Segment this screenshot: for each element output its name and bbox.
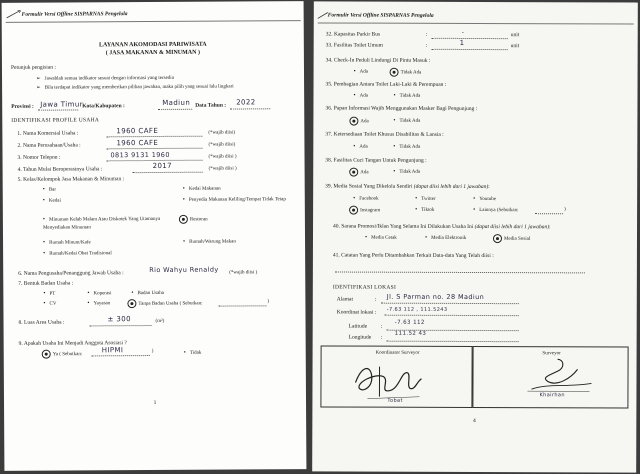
address-label: Alamat (336, 296, 353, 303)
year-line (230, 108, 270, 109)
option-cafe[interactable]: • Rumah Minum/Kafe (43, 239, 91, 245)
paren: ) (151, 349, 154, 355)
field-3-label: 3. Nomor Telepon : (17, 154, 61, 161)
surveyor-signature-box[interactable] (472, 346, 628, 409)
q6-label: 6. Nama Pengusaha/Penanggung Jawab Usaha : (18, 270, 124, 277)
owner-name-value[interactable]: Rio Wahyu Renaldy (149, 265, 219, 275)
required-note: (*wajib diisi ) (208, 154, 237, 160)
commercial-name-value[interactable]: 1960 CAFE (116, 126, 159, 136)
option-cv[interactable]: • CV (43, 301, 56, 307)
year-value[interactable]: 2022 (236, 98, 256, 107)
header-rule (318, 22, 634, 24)
unit-label: unit (510, 43, 520, 50)
section-title: IDENTIFIKASI PROFILE USAHA (11, 117, 100, 124)
option-media-elektronik[interactable]: • Media Elektronik (425, 235, 466, 241)
field-line (90, 325, 152, 326)
q32-label: 32. Kapasitas Parkir Bus (325, 31, 381, 38)
instruction-item: ➢ Jawablah semua indikator sesuai dengan informasi yang tersedia (36, 75, 174, 82)
option-nightclub[interactable]: • Minuman Kelab Malam Atau Diskotek Yang Utamanya Menyediakan Minuman (43, 216, 173, 232)
option-traditional[interactable]: • Rumah/Kedai Obat Tradisional (43, 250, 112, 256)
company-name-value[interactable]: 1960 CAFE (116, 138, 159, 148)
field-4-label: 4. Tahun Mulai Beroperasinya Usaha : (17, 166, 103, 173)
instructions-label: Petunjuk pengisian : (10, 64, 56, 71)
colon: : (425, 42, 428, 49)
option-tidak-ada[interactable]: Tidak Ada (390, 68, 422, 77)
option-food-stall[interactable]: • Kedai Makanan (183, 186, 221, 192)
province-label: Provinsi : (11, 103, 34, 110)
q40-label: 40. Sarana Promosi/Iklan Yang Selama Ini Dilakukan Usaha Ini (dapat diisi lebih dari 1 jawaban): (333, 223, 551, 231)
option-kedai[interactable]: • Kedai (43, 198, 61, 204)
q5-label: 5. Kelas/Kelompok Jasa Makanan & Minuman : (17, 176, 125, 183)
option-warung[interactable]: • Rumah/Warung Makan (183, 239, 236, 245)
city-line (158, 109, 192, 110)
page-number: 1 (153, 399, 157, 407)
coordinate-label: Koordinat lokasi : (336, 309, 377, 316)
selected-mark-icon (349, 206, 358, 215)
bus-parking-value[interactable]: - (461, 28, 465, 36)
option-tanpa-badan[interactable]: Tanpa Badan Usaha ( Sebutkan: (127, 299, 202, 308)
coordinator-label: Koordinator Surveyor (375, 350, 420, 356)
option-media-cetak[interactable]: • Media Cetak (365, 235, 397, 241)
option-twitter[interactable]: • Twitter (415, 196, 436, 202)
required-note: (*wajib diisi) (208, 130, 236, 136)
instruction-item: ➢ Bila terdapat indikator yang memberikan pilihan jawaban, maka pilih yang sesuai lalu lingkari (36, 84, 234, 91)
selected-mark-icon (349, 168, 358, 177)
q7-label: 7. Bentuk Badan Usaha : (18, 280, 74, 287)
unit-label: unit (510, 32, 520, 39)
option-tidak-ada[interactable]: • Tidak Ada (393, 93, 420, 99)
option-ada[interactable]: • Ada (353, 93, 367, 99)
field-line (106, 148, 202, 150)
q35-label: 35. Pembagian Antara Toilet Laki-Laki & Perempuan : (325, 81, 447, 88)
form-page-1 (2, 1, 307, 471)
field-1-label: 1. Nama Komersial Usaha : (17, 130, 79, 137)
field-line (432, 49, 508, 50)
colon: : (425, 31, 428, 38)
latitude-label: Latitude (348, 323, 368, 330)
form-subtitle: ( JASA MAKANAN & MINUMAN ) (105, 49, 200, 57)
option-tidak-ada[interactable]: • Tidak Ada (393, 169, 420, 175)
q38-label: 38. Fasilitas Cuci Tangan Untuk Pengunjung : (325, 157, 427, 164)
option-ada[interactable]: Ada (349, 168, 368, 177)
field-line (218, 305, 266, 306)
option-ada[interactable]: • Ada (354, 69, 368, 75)
address-value[interactable]: Jl. S Parman no. 28 Madiun (386, 292, 485, 302)
location-title: IDENTIFIKASI LOKASI (332, 284, 397, 291)
colon: : (380, 323, 383, 330)
q37-label: 37. Ketersediaan Toilet Khusus Disabilitas & Lansia : (325, 131, 444, 138)
field-line (106, 136, 202, 138)
city-label: Kota/Kabupaten : (82, 103, 125, 110)
area-unit: (m²) (155, 318, 165, 324)
selected-mark-icon (349, 117, 358, 126)
option-no[interactable]: • Tidak (184, 350, 202, 356)
option-bar[interactable]: • Bar (43, 187, 56, 193)
option-koperasi[interactable]: • Koperasi (87, 290, 111, 296)
selected-mark-icon (179, 215, 188, 224)
option-tidak-ada[interactable]: • Tidak Ada (393, 118, 420, 124)
start-year-value[interactable]: 2017 (152, 161, 173, 171)
page-number: 4 (472, 417, 476, 425)
association-value[interactable]: HIPMI (101, 346, 124, 355)
option-tiktok[interactable]: • Tiktok (415, 207, 434, 213)
form-header: Formulir Versi Offline SISPARNAS Pengelola (327, 12, 434, 19)
required-note: (*wajib diisi ) (208, 166, 237, 172)
province-line (38, 109, 78, 110)
selected-mark-icon (493, 234, 502, 243)
field-line (381, 303, 519, 304)
city-value[interactable]: Madiun (162, 98, 191, 107)
area-value[interactable]: ± 300 (107, 315, 131, 324)
q41-label: 41. Catatan Yang Perlu Ditambahkan Terkait Data-data Yang Telah diisi : (332, 252, 494, 260)
notes-line (335, 272, 585, 274)
option-instagram[interactable]: Instagram (349, 206, 380, 215)
required-note: (*wajib diisi ) (229, 270, 258, 276)
field-2-label: 2. Nama Perusahaan/Usaha : (17, 142, 81, 149)
option-badan-usaha[interactable]: • Badan Usaha (131, 290, 164, 296)
latitude-value[interactable]: -7.63 112 (394, 319, 425, 326)
field-line (92, 355, 150, 356)
form-header: Formulir Versi Offline SISPARNAS Pengelola (21, 11, 128, 18)
coordinate-value[interactable]: -7.63 112 , 111.5243 (386, 306, 448, 313)
q9-label: 9. Apakah Usaha Ini Menjadi Anggota Asosiasi ? (18, 340, 127, 347)
selected-mark-icon (390, 68, 399, 77)
option-media-sosial[interactable]: Media Sosial (493, 234, 530, 243)
field-line (432, 38, 508, 39)
q36-label: 36. Papan Informasi Wajib Menggunakan Masker Bagi Pengunjung : (325, 105, 478, 113)
option-facebook[interactable]: • Facebook (353, 196, 379, 202)
q8-label: 8. Luas Area Usaha : (18, 319, 65, 326)
option-yes[interactable]: Ya ( Sebutkan: (42, 349, 83, 358)
required-note: (*wajib diisi) (208, 142, 236, 148)
phone-value[interactable]: 0813 9131 1960 (110, 150, 170, 160)
coordinator-signature (349, 359, 429, 403)
coordinator-signature-box[interactable] (320, 345, 472, 408)
year-label: Data Tahun : (195, 102, 227, 109)
option-youtube[interactable]: • Youtube (473, 196, 496, 202)
field-line (387, 341, 519, 342)
q39-label: 39. Media Sosial Yang Dikelola Sendiri (dapat diisi lebih dari 1 jawaban): (325, 183, 490, 191)
coordinator-name: Tobat (387, 397, 403, 404)
option-mobile-food[interactable]: • Penyedia Makanan Keliling/Tempat Tidak Tetap (183, 196, 301, 204)
province-value[interactable]: Jawa Timur (40, 100, 83, 109)
longitude-value[interactable]: 111.52 43 (394, 330, 427, 337)
pen-mark-icon (6, 9, 22, 19)
colon: : (374, 296, 377, 303)
option-restoran[interactable]: Restoran (179, 215, 208, 224)
option-yayasan[interactable]: • Yayasan (87, 300, 110, 306)
form-title: LAYANAN AKOMODASI PARIWISATA (99, 41, 207, 49)
selected-mark-icon (42, 350, 51, 359)
field-line (385, 315, 519, 316)
paren: ) (564, 207, 566, 213)
form-page-4 (312, 1, 638, 472)
q34-label: 34. Check-In Peduli Lindungi Di Pintu Masuk : (325, 57, 431, 64)
surveyor-name: Khairhan (539, 392, 565, 399)
field-line (133, 172, 203, 173)
surveyor-label: Surveyor (542, 351, 561, 357)
selected-mark-icon (127, 299, 136, 308)
longitude-label: Longitude (348, 334, 372, 341)
option-lainnya[interactable]: • Lainnya (Sebutkan: (473, 207, 518, 213)
header-rule (6, 20, 301, 23)
field-line (535, 213, 563, 214)
q33-label: 33. Fasilitas Toilet Umum (325, 42, 383, 49)
option-pt[interactable]: • PT (43, 291, 55, 297)
paren: ) (267, 299, 270, 305)
colon: : (380, 334, 383, 341)
option-ada[interactable]: Ada (349, 117, 368, 126)
toilet-value[interactable]: 1 (459, 38, 465, 47)
option-tidak-ada[interactable]: • Tidak Ada (393, 144, 420, 150)
option-ada[interactable]: • Ada (353, 144, 367, 150)
